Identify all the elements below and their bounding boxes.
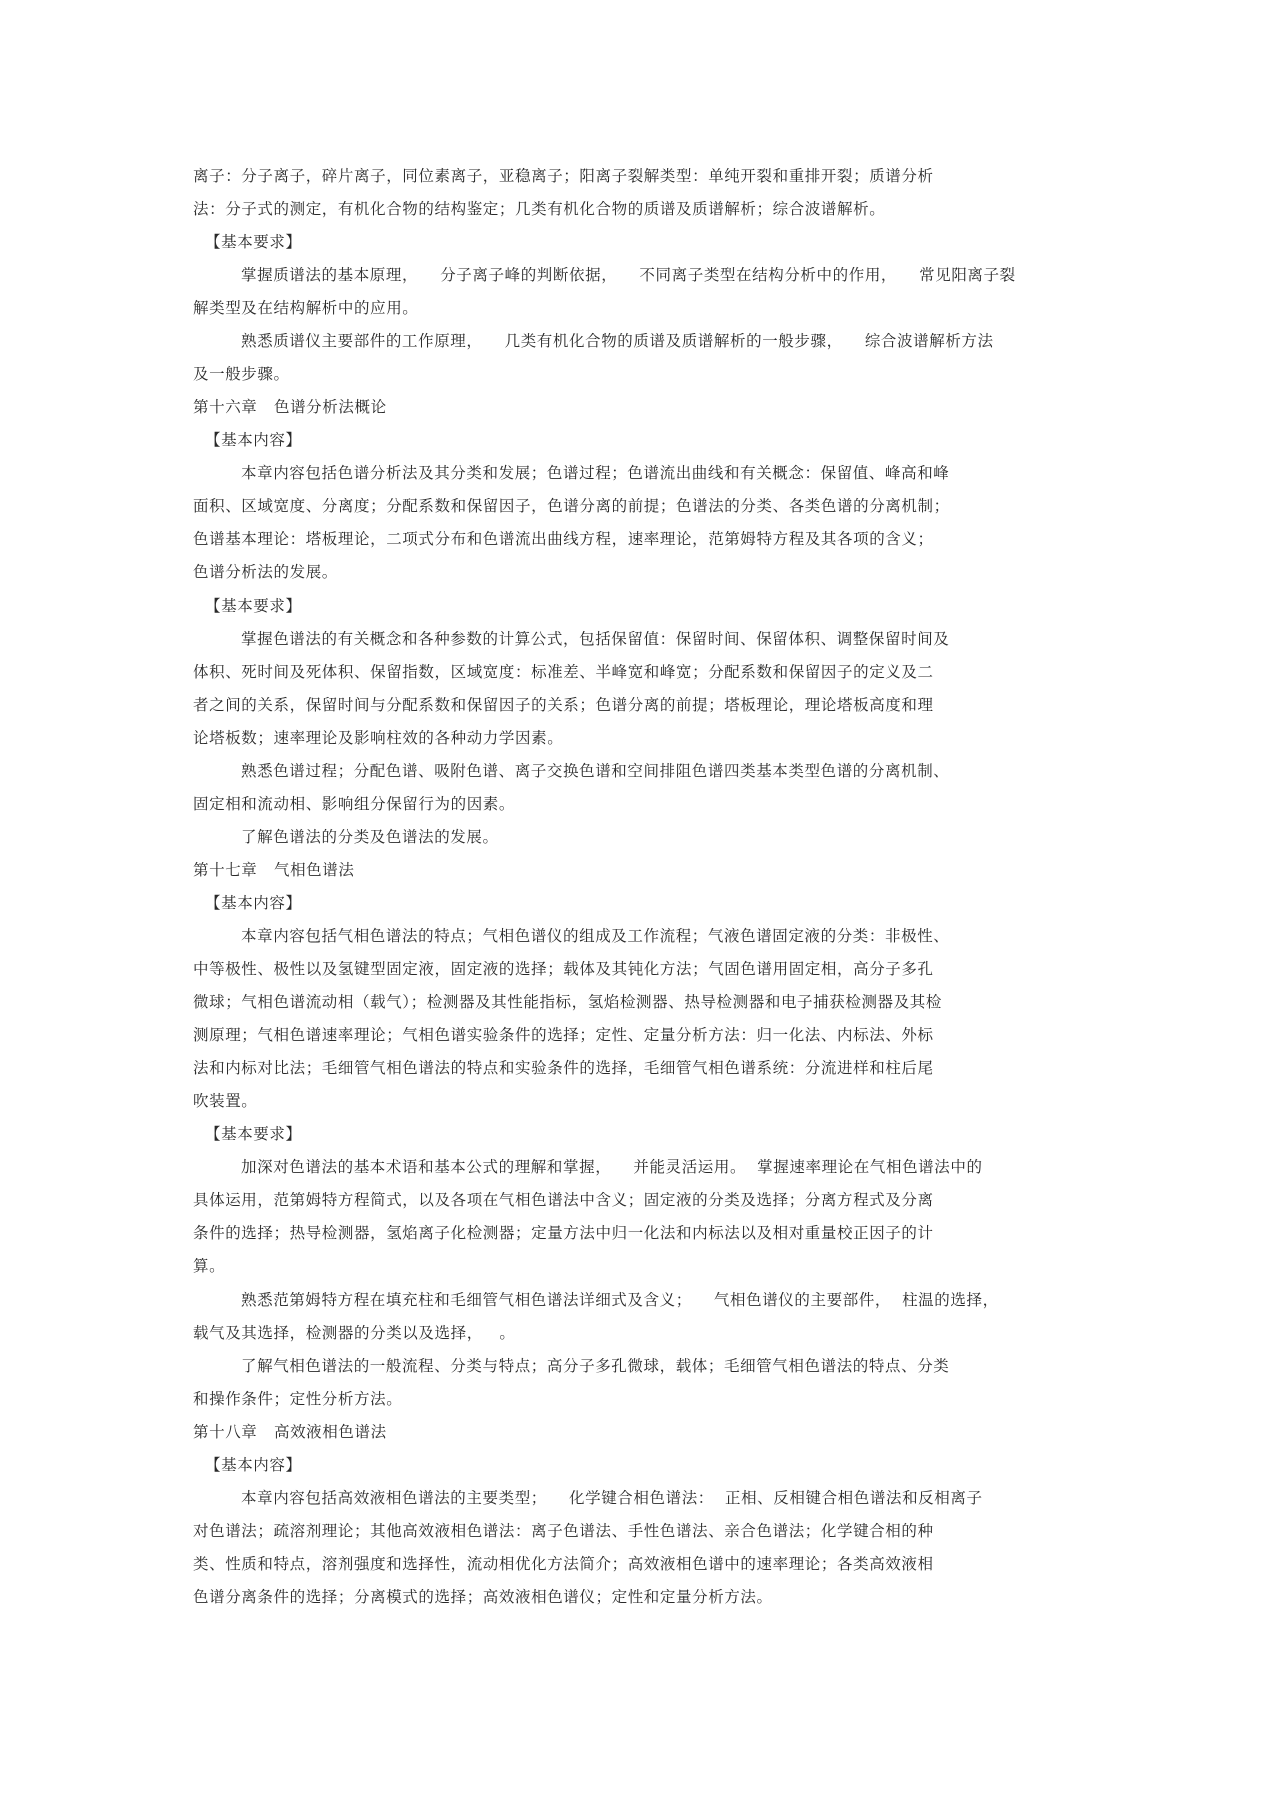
body-text-line: 微球；气相色谱流动相（载气）；检测器及其性能指标，氢焰检测器、热导检测器和电子捕获检测器及其检	[193, 993, 942, 1011]
section-label: 【基本要求】	[205, 597, 302, 615]
body-text-line: 掌握质谱法的基本原理， 分子离子峰的判断依据， 不同离子类型在结构分析中的作用， 常见阳离子裂	[241, 266, 1016, 284]
body-text-line: 法：分子式的测定，有机化合物的结构鉴定；几类有机化合物的质谱及质谱解析；综合波谱解析。	[193, 200, 886, 218]
body-text-line: 熟悉质谱仪主要部件的工作原理， 几类有机化合物的质谱及质谱解析的一般步骤， 综合波谱解析方法	[241, 332, 994, 350]
body-text-line: 本章内容包括气相色谱法的特点；气相色谱仪的组成及工作流程；气液色谱固定液的分类：非极性、	[241, 927, 950, 945]
body-text-line: 吹装置。	[193, 1092, 258, 1110]
body-text-line: 本章内容包括色谱分析法及其分类和发展；色谱过程；色谱流出曲线和有关概念：保留值、峰高和峰	[241, 464, 950, 482]
body-text-line: 类、性质和特点，溶剂强度和选择性，流动相优化方法简介；高效液相色谱中的速率理论；各类高效液相	[193, 1555, 934, 1573]
section-label: 【基本内容】	[205, 431, 302, 449]
body-text-line: 条件的选择；热导检测器，氢焰离子化检测器；定量方法中归一化法和内标法以及相对重量校正因子的计	[193, 1224, 934, 1242]
body-text-line: 本章内容包括高效液相色谱法的主要类型； 化学键合相色谱法： 正相、反相键合相色谱法和反相离子	[241, 1489, 983, 1507]
section-label: 【基本内容】	[205, 894, 302, 912]
body-text-line: 法和内标对比法；毛细管气相色谱法的特点和实验条件的选择，毛细管气相色谱系统：分流进样和柱后尾	[193, 1059, 934, 1077]
body-text-line: 对色谱法；疏溶剂理论；其他高效液相色谱法：离子色谱法、手性色谱法、亲合色谱法；化学键合相的种	[193, 1522, 934, 1540]
body-text-line: 具体运用，范第姆特方程简式，以及各项在气相色谱法中含义；固定液的分类及选择；分离方程式及分离	[193, 1191, 934, 1209]
body-text-line: 掌握色谱法的有关概念和各种参数的计算公式，包括保留值：保留时间、保留体积、调整保留时间及	[241, 630, 950, 648]
body-text-line: 熟悉色谱过程；分配色谱、吸附色谱、离子交换色谱和空间排阻色谱四类基本类型色谱的分离机制、	[241, 762, 950, 780]
body-text-line: 论塔板数；速率理论及影响柱效的各种动力学因素。	[193, 729, 564, 747]
chapter-heading: 第十八章 高效液相色谱法	[193, 1423, 387, 1441]
body-text-line: 和操作条件；定性分析方法。	[193, 1390, 403, 1408]
body-text-line: 了解色谱法的分类及色谱法的发展。	[241, 828, 499, 846]
body-text-line: 色谱基本理论：塔板理论，二项式分布和色谱流出曲线方程，速率理论，范第姆特方程及其各项的含义；	[193, 530, 934, 548]
section-label: 【基本要求】	[205, 233, 302, 251]
body-text-line: 了解气相色谱法的一般流程、分类与特点；高分子多孔微球，载体；毛细管气相色谱法的特点、分类	[241, 1357, 950, 1375]
body-text-line: 加深对色谱法的基本术语和基本公式的理解和掌握， 并能灵活运用。 掌握速率理论在气相色谱法中的	[241, 1158, 983, 1176]
body-text-line: 中等极性、极性以及氢键型固定液，固定液的选择；载体及其钝化方法；气固色谱用固定相，高分子多孔	[193, 960, 934, 978]
body-text-line: 解类型及在结构解析中的应用。	[193, 299, 419, 317]
body-text-line: 熟悉范第姆特方程在填充柱和毛细管气相色谱法详细式及含义； 气相色谱仪的主要部件， 柱温的选择，	[241, 1291, 999, 1309]
chapter-heading: 第十七章 气相色谱法	[193, 861, 355, 879]
section-label: 【基本要求】	[205, 1125, 302, 1143]
body-text-line: 载气及其选择，检测器的分类以及选择， 。	[193, 1324, 516, 1342]
body-text-line: 者之间的关系，保留时间与分配系数和保留因子的关系；色谱分离的前提；塔板理论，理论塔板高度和理	[193, 696, 934, 714]
body-text-line: 色谱分析法的发展。	[193, 563, 338, 581]
body-text-line: 色谱分离条件的选择；分离模式的选择；高效液相色谱仪；定性和定量分析方法。	[193, 1588, 773, 1606]
body-text-line: 算。	[193, 1257, 226, 1275]
body-text-line: 面积、区域宽度、分离度；分配系数和保留因子，色谱分离的前提；色谱法的分类、各类色谱的分离机制；	[193, 497, 950, 515]
body-text-line: 及一般步骤。	[193, 365, 290, 383]
body-text-line: 体积、死时间及死体积、保留指数，区域宽度：标准差、半峰宽和峰宽；分配系数和保留因子的定义及二	[193, 663, 934, 681]
body-text-line: 测原理；气相色谱速率理论；气相色谱实验条件的选择；定性、定量分析方法：归一化法、内标法、外标	[193, 1026, 934, 1044]
chapter-heading: 第十六章 色谱分析法概论	[193, 398, 387, 416]
body-text-line: 固定相和流动相、影响组分保留行为的因素。	[193, 795, 516, 813]
section-label: 【基本内容】	[205, 1456, 302, 1474]
body-text-line: 离子：分子离子，碎片离子，同位素离子，亚稳离子；阳离子裂解类型：单纯开裂和重排开裂；质谱分析	[193, 167, 934, 185]
